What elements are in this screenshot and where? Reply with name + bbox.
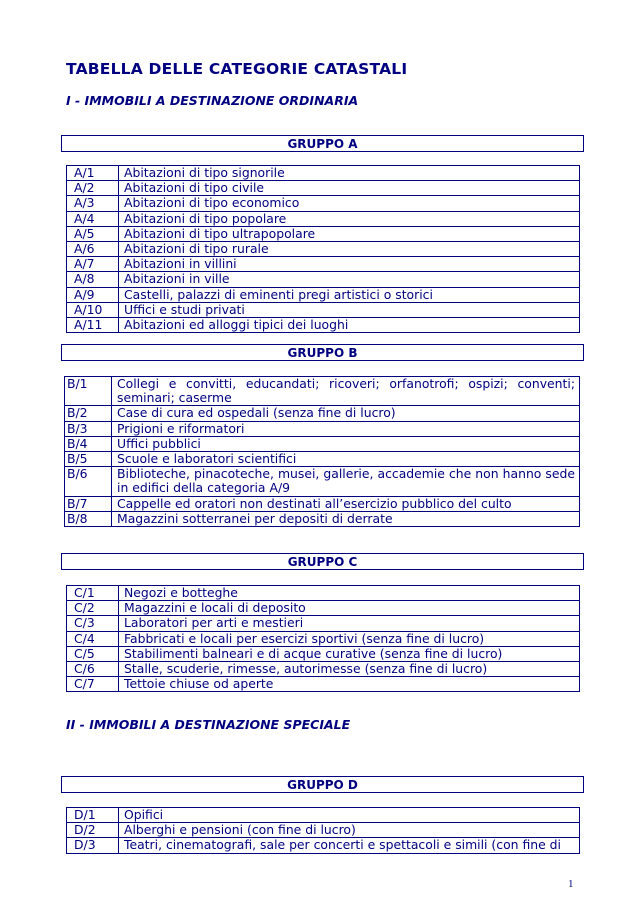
category-description: Castelli, palazzi di eminenti pregi artistici o storici xyxy=(119,287,580,302)
category-table-c xyxy=(66,585,580,692)
category-code: C/7 xyxy=(67,677,119,692)
table-row xyxy=(67,257,580,272)
category-table-b xyxy=(64,376,580,527)
category-code: C/1 xyxy=(67,586,119,601)
category-description: Abitazioni di tipo civile xyxy=(119,181,580,196)
category-description: Laboratori per arti e mestieri xyxy=(119,616,580,631)
category-code: B/8 xyxy=(65,511,112,526)
category-code: B/3 xyxy=(65,421,112,436)
category-table-d xyxy=(66,807,580,854)
category-description: Abitazioni in villini xyxy=(119,257,580,272)
group-header-c: GRUPPO C xyxy=(61,553,584,570)
table-row xyxy=(67,211,580,226)
category-code: A/1 xyxy=(67,166,119,181)
category-code: A/4 xyxy=(67,211,119,226)
section-heading-speciale: II - IMMOBILI A DESTINAZIONE SPECIALE xyxy=(66,717,351,732)
category-description: Abitazioni di tipo ultrapopolare xyxy=(119,226,580,241)
category-description: Fabbricati e locali per esercizi sportivi (senza fine di lucro) xyxy=(119,631,580,646)
table-row xyxy=(65,452,580,467)
table-row xyxy=(67,616,580,631)
category-code: C/6 xyxy=(67,662,119,677)
category-description: Alberghi e pensioni (con fine di lucro) xyxy=(119,823,580,838)
group-header-d: GRUPPO D xyxy=(61,776,584,793)
table-row xyxy=(65,436,580,451)
table-row xyxy=(67,586,580,601)
category-code: C/5 xyxy=(67,646,119,661)
category-code: A/9 xyxy=(67,287,119,302)
category-description: Abitazioni di tipo signorile xyxy=(119,166,580,181)
category-description: Cappelle ed oratori non destinati all’esercizio pubblico del culto xyxy=(112,496,580,511)
category-code: D/3 xyxy=(67,838,119,853)
category-table-a xyxy=(66,165,580,333)
category-description: Prigioni e riformatori xyxy=(112,421,580,436)
category-description: Magazzini sotterranei per depositi di derrate xyxy=(112,511,580,526)
category-description: Case di cura ed ospedali (senza fine di lucro) xyxy=(112,406,580,421)
category-code: B/6 xyxy=(65,467,112,496)
category-code: A/3 xyxy=(67,196,119,211)
table-row xyxy=(65,496,580,511)
group-header-a: GRUPPO A xyxy=(61,135,584,152)
category-description: Stalle, scuderie, rimesse, autorimesse (senza fine di lucro) xyxy=(119,662,580,677)
table-row xyxy=(67,302,580,317)
table-row xyxy=(67,601,580,616)
table-row xyxy=(65,406,580,421)
category-description: Magazzini e locali di deposito xyxy=(119,601,580,616)
category-description: Teatri, cinematografi, sale per concerti e spettacoli e simili (con fine di xyxy=(119,838,580,853)
section-heading-ordinaria: I - IMMOBILI A DESTINAZIONE ORDINARIA xyxy=(66,93,359,108)
table-row xyxy=(67,646,580,661)
table-row xyxy=(67,226,580,241)
category-code: B/7 xyxy=(65,496,112,511)
category-description: Abitazioni di tipo rurale xyxy=(119,242,580,257)
table-row xyxy=(67,838,580,853)
category-description: Tettoie chiuse od aperte xyxy=(119,677,580,692)
table-row xyxy=(67,242,580,257)
category-description: Collegi e convitti, educandati; ricoveri; orfanotrofi; ospizi; conventi; seminari; caserme xyxy=(112,377,580,406)
category-code: A/5 xyxy=(67,226,119,241)
table-row xyxy=(67,196,580,211)
category-code: A/8 xyxy=(67,272,119,287)
category-code: C/2 xyxy=(67,601,119,616)
category-description: Uffici pubblici xyxy=(112,436,580,451)
category-code: C/3 xyxy=(67,616,119,631)
category-description: Opifici xyxy=(119,808,580,823)
category-code: B/4 xyxy=(65,436,112,451)
group-header-b: GRUPPO B xyxy=(61,344,584,361)
category-description: Abitazioni di tipo popolare xyxy=(119,211,580,226)
category-code: B/5 xyxy=(65,452,112,467)
category-description: Negozi e botteghe xyxy=(119,586,580,601)
table-row xyxy=(65,377,580,406)
category-code: B/2 xyxy=(65,406,112,421)
table-row xyxy=(67,318,580,333)
table-row xyxy=(67,287,580,302)
category-code: C/4 xyxy=(67,631,119,646)
category-description: Abitazioni ed alloggi tipici dei luoghi xyxy=(119,318,580,333)
category-description: Biblioteche, pinacoteche, musei, gallerie, accademie che non hanno sede in edifici della categoria A/9 xyxy=(112,467,580,496)
table-row xyxy=(67,166,580,181)
document-title: TABELLA DELLE CATEGORIE CATASTALI xyxy=(66,60,408,78)
table-row xyxy=(67,808,580,823)
table-row xyxy=(65,511,580,526)
category-code: A/6 xyxy=(67,242,119,257)
category-code: A/10 xyxy=(67,302,119,317)
table-row xyxy=(67,181,580,196)
category-description: Stabilimenti balneari e di acque curative (senza fine di lucro) xyxy=(119,646,580,661)
table-row xyxy=(67,631,580,646)
page-number: 1 xyxy=(568,878,574,890)
table-row xyxy=(67,823,580,838)
category-description: Uffici e studi privati xyxy=(119,302,580,317)
category-code: D/1 xyxy=(67,808,119,823)
category-code: D/2 xyxy=(67,823,119,838)
category-code: B/1 xyxy=(65,377,112,406)
table-row xyxy=(67,677,580,692)
category-code: A/2 xyxy=(67,181,119,196)
category-description: Scuole e laboratori scientifici xyxy=(112,452,580,467)
category-description: Abitazioni di tipo economico xyxy=(119,196,580,211)
table-row xyxy=(65,421,580,436)
table-row xyxy=(67,272,580,287)
category-code: A/11 xyxy=(67,318,119,333)
category-description: Abitazioni in ville xyxy=(119,272,580,287)
table-row xyxy=(67,662,580,677)
table-row xyxy=(65,467,580,496)
category-code: A/7 xyxy=(67,257,119,272)
